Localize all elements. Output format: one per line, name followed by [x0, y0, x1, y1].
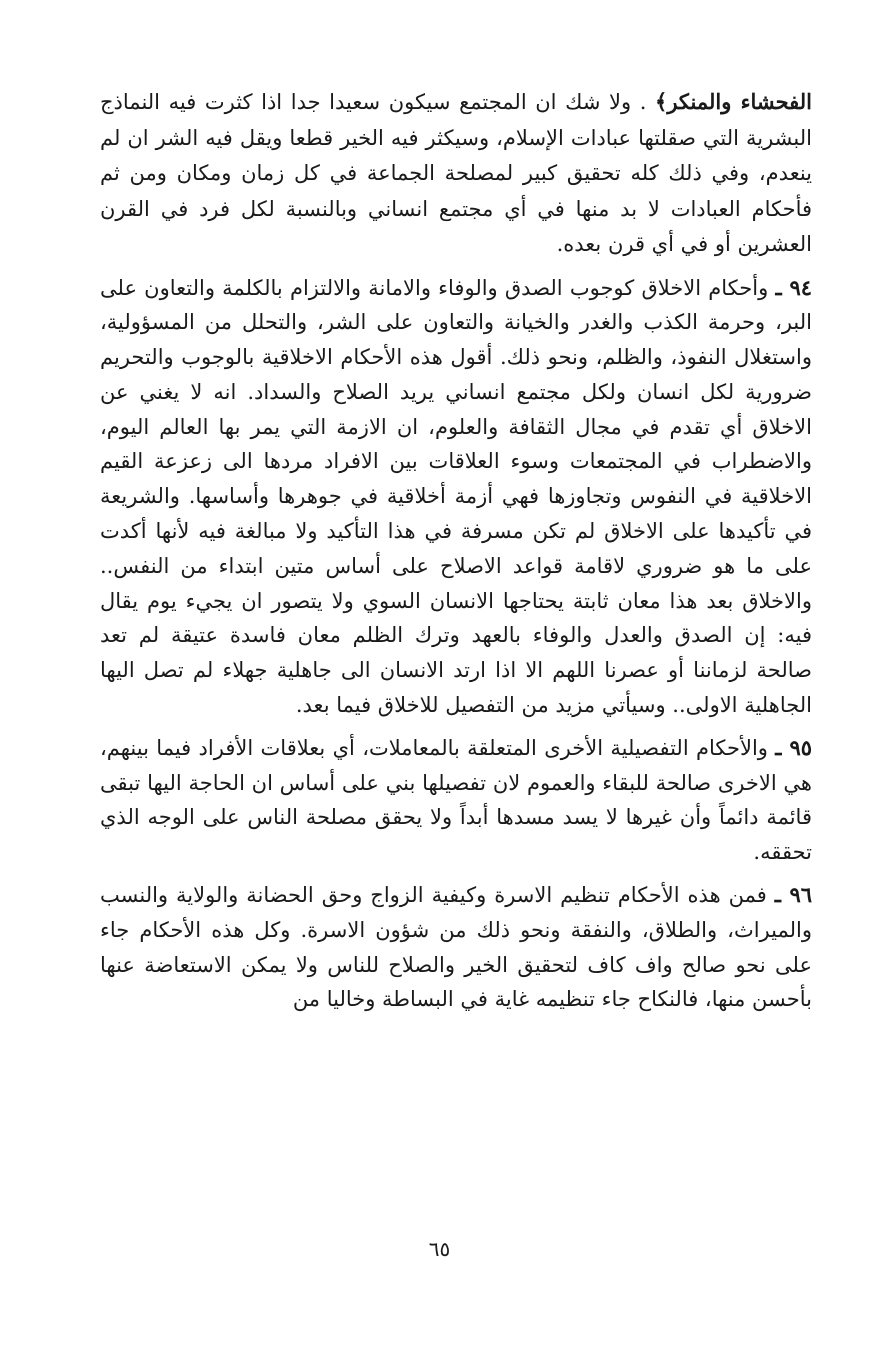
paragraph-1-text: . ولا شك ان المجتمع سيكون سعيدا جدا اذا كثرت فيه النماذج البشرية التي صقلتها عبادات الإسلام، وسيكثر فيه الخير قطعا ويقل فيه الشر ان لم ينعدم، وفي ذلك كله تحقيق كبير لمصلحة الجماعة في كل زمان ومكان ومن ثم فأحكام العبادات لا بد منها في أي مجتمع انساني وبالنسبة لكل فرد في القرن العشرين أو في أي قرن بعده. — [100, 90, 812, 256]
paragraph-95-text: والأحكام التفصيلية الأخرى المتعلقة بالمعاملات، أي بعلاقات الأفراد فيما بينهم، هي الاخرى صالحة للبقاء والعموم لان تفصيلها بني على أساس ان الحاجة اليها تبقى قائمة دائماً وأن غيرها لا يسد مسدها أبداً ولا يحقق مصلحة الناس على الوجه الذي تحققه. — [100, 735, 812, 865]
paragraph-94-text: وأحكام الاخلاق كوجوب الصدق والوفاء والامانة والالتزام بالكلمة والتعاون على البر، وحرمة الكذب والغدر والخيانة والتعاون على الشر، والتحلل من المسؤولية، واستغلال النفوذ، والظلم، ونحو ذلك. أقول هذه الأحكام الاخلاقية بالوجوب والتحريم ضرورية لكل انسان ولكل مجتمع انساني يريد الصلاح والسداد. انه لا يغني عن الاخلاق أي تقدم في مجال الثقافة والعلوم، ان الازمة التي يمر بها العالم اليوم، والاضطراب في المجتمعات وسوء العلاقات بين الافراد مردها الى زعزعة القيم الاخلاقية في النفوس وتجاوزها فهي أزمة أخلاقية في جوهرها وأساسها. والشريعة في تأكيدها على الاخلاق لم تكن مسرفة في هذا التأكيد ولا مبالغة فيه لأنها أكدت على ما هو ضروري لاقامة قواعد الاصلاح على أساس متين ابتداء من النفس.. والاخلاق بعد هذا معان ثابتة يحتاجها الانسان السوي ولا يتصور ان يجيء يوم يقال فيه: إن الصدق والعدل والوفاء بالعهد وترك الظلم معان فاسدة عتيقة لم تعد صالحة لزماننا أو عصرنا اللهم الا اذا ارتد الانسان الى جاهلية جهلاء لم تصل اليها الجاهلية الاولى.. وسيأتي مزيد من التفصيل للاخلاق فيما بعد. — [100, 275, 812, 718]
paragraph-1 — [100, 84, 812, 263]
paragraph-number-96: ٩٦ ـ — [774, 882, 812, 908]
paragraph-number-94: ٩٤ ـ — [775, 274, 812, 300]
page-number: ٦٥ — [428, 1237, 451, 1261]
paragraph-94 — [100, 271, 812, 723]
body-text — [100, 84, 812, 1017]
paragraph-96 — [100, 878, 812, 1017]
paragraph-number-95: ٩٥ ـ — [775, 734, 812, 760]
paragraph-95 — [100, 731, 812, 870]
paragraph-96-text: فمن هذه الأحكام تنظيم الاسرة وكيفية الزواج وحق الحضانة والولاية والنسب والميراث، والطلاق، والنفقة ونحو ذلك من شؤون الاسرة. وكل هذه الأحكام جاء على نحو صالح واف كاف لتحقيق الخير والصلاح للناس ولا يمكن الاستعاضة عنها بأحسن منها، فالنكاح جاء تنظيمه غاية في البساطة وخاليا من — [100, 883, 812, 1012]
quran-verse-ending: الفحشاء والمنكر﴾ — [655, 89, 813, 114]
